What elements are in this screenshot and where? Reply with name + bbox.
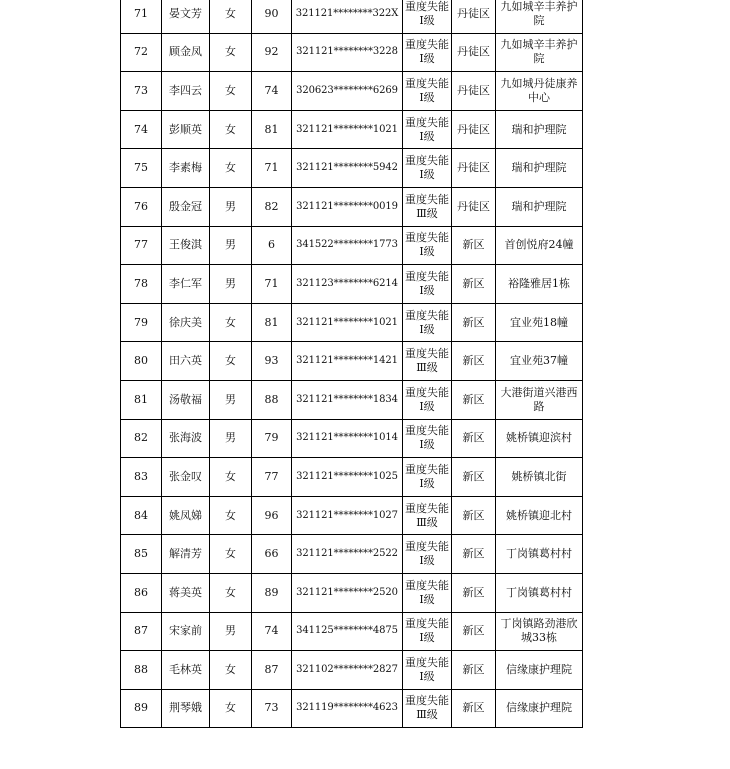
address-cell: 裕隆雅居1栋 — [496, 265, 583, 304]
name-cell: 蒋美英 — [162, 573, 210, 612]
disability-list-table — [120, 0, 583, 728]
id-number-cell: 320623********6269 — [292, 72, 403, 111]
name-cell: 李四云 — [162, 72, 210, 111]
table-row — [121, 651, 583, 690]
row-number-cell: 84 — [121, 496, 162, 535]
address-cell: 大港街道兴港西路 — [496, 380, 583, 419]
address-cell: 瑞和护理院 — [496, 187, 583, 226]
age-cell: 79 — [252, 419, 292, 458]
age-cell: 74 — [252, 612, 292, 651]
name-cell: 张金叹 — [162, 458, 210, 497]
table-row — [121, 265, 583, 304]
disability-level-cell: 重度失能Ⅰ级 — [403, 265, 452, 304]
name-cell: 王俊淇 — [162, 226, 210, 265]
age-cell: 73 — [252, 689, 292, 728]
name-cell: 顾金凤 — [162, 33, 210, 72]
gender-cell: 女 — [210, 535, 252, 574]
id-number-cell: 341125********4875 — [292, 612, 403, 651]
gender-cell: 男 — [210, 612, 252, 651]
row-number-cell: 76 — [121, 187, 162, 226]
table-row — [121, 72, 583, 111]
gender-cell: 女 — [210, 72, 252, 111]
gender-cell: 女 — [210, 149, 252, 188]
age-cell: 77 — [252, 458, 292, 497]
id-number-cell: 321121********2520 — [292, 573, 403, 612]
row-number-cell: 73 — [121, 72, 162, 111]
gender-cell: 女 — [210, 458, 252, 497]
disability-level-cell: 重度失能Ⅰ级 — [403, 380, 452, 419]
gender-cell: 女 — [210, 110, 252, 149]
address-cell: 瑞和护理院 — [496, 149, 583, 188]
age-cell: 71 — [252, 149, 292, 188]
address-cell: 丁岗镇路劲港欣城33栋 — [496, 612, 583, 651]
id-number-cell: 321121********1025 — [292, 458, 403, 497]
name-cell: 解清芳 — [162, 535, 210, 574]
district-cell: 丹徒区 — [452, 187, 496, 226]
district-cell: 新区 — [452, 342, 496, 381]
id-number-cell: 321121********1021 — [292, 110, 403, 149]
name-cell: 李素梅 — [162, 149, 210, 188]
gender-cell: 女 — [210, 689, 252, 728]
row-number-cell: 78 — [121, 265, 162, 304]
table-row — [121, 149, 583, 188]
age-cell: 74 — [252, 72, 292, 111]
district-cell: 新区 — [452, 458, 496, 497]
district-cell: 新区 — [452, 689, 496, 728]
table-row — [121, 458, 583, 497]
district-cell: 丹徒区 — [452, 110, 496, 149]
address-cell: 信缘康护理院 — [496, 689, 583, 728]
row-number-cell: 86 — [121, 573, 162, 612]
name-cell: 汤敬福 — [162, 380, 210, 419]
age-cell: 93 — [252, 342, 292, 381]
district-cell: 丹徒区 — [452, 72, 496, 111]
address-cell: 宜业苑37幢 — [496, 342, 583, 381]
address-cell: 九如城辛丰养护院 — [496, 0, 583, 33]
district-cell: 新区 — [452, 265, 496, 304]
table-row — [121, 612, 583, 651]
gender-cell: 男 — [210, 226, 252, 265]
table-row — [121, 303, 583, 342]
id-number-cell: 321121********5942 — [292, 149, 403, 188]
table-row — [121, 342, 583, 381]
name-cell: 姚凤娣 — [162, 496, 210, 535]
district-cell: 新区 — [452, 651, 496, 690]
id-number-cell: 321121********322X — [292, 0, 403, 33]
disability-level-cell: 重度失能Ⅲ级 — [403, 496, 452, 535]
district-cell: 新区 — [452, 612, 496, 651]
gender-cell: 女 — [210, 0, 252, 33]
table-row — [121, 419, 583, 458]
gender-cell: 女 — [210, 342, 252, 381]
disability-level-cell: 重度失能Ⅰ级 — [403, 303, 452, 342]
table-row — [121, 110, 583, 149]
row-number-cell: 72 — [121, 33, 162, 72]
disability-level-cell: 重度失能Ⅲ级 — [403, 187, 452, 226]
id-number-cell: 321121********1834 — [292, 380, 403, 419]
address-cell: 瑞和护理院 — [496, 110, 583, 149]
id-number-cell: 321121********1014 — [292, 419, 403, 458]
row-number-cell: 80 — [121, 342, 162, 381]
row-number-cell: 77 — [121, 226, 162, 265]
gender-cell: 女 — [210, 651, 252, 690]
disability-level-cell: 重度失能Ⅰ级 — [403, 573, 452, 612]
age-cell: 89 — [252, 573, 292, 612]
id-number-cell: 321121********2522 — [292, 535, 403, 574]
id-number-cell: 321121********0019 — [292, 187, 403, 226]
row-number-cell: 75 — [121, 149, 162, 188]
district-cell: 丹徒区 — [452, 149, 496, 188]
district-cell: 丹徒区 — [452, 0, 496, 33]
table-row — [121, 33, 583, 72]
age-cell: 6 — [252, 226, 292, 265]
age-cell: 66 — [252, 535, 292, 574]
id-number-cell: 321119********4623 — [292, 689, 403, 728]
address-cell: 丁岗镇葛村村 — [496, 535, 583, 574]
table-row — [121, 573, 583, 612]
id-number-cell: 341522********1773 — [292, 226, 403, 265]
name-cell: 毛林英 — [162, 651, 210, 690]
row-number-cell: 89 — [121, 689, 162, 728]
name-cell: 彭顺英 — [162, 110, 210, 149]
address-cell: 姚桥镇迎北村 — [496, 496, 583, 535]
disability-level-cell: 重度失能Ⅲ级 — [403, 342, 452, 381]
disability-level-cell: 重度失能Ⅰ级 — [403, 535, 452, 574]
table-row — [121, 496, 583, 535]
address-cell: 信缘康护理院 — [496, 651, 583, 690]
row-number-cell: 85 — [121, 535, 162, 574]
id-number-cell: 321121********1021 — [292, 303, 403, 342]
age-cell: 81 — [252, 303, 292, 342]
row-number-cell: 79 — [121, 303, 162, 342]
name-cell: 晏文芳 — [162, 0, 210, 33]
table-row — [121, 535, 583, 574]
disability-level-cell: 重度失能Ⅰ级 — [403, 0, 452, 33]
gender-cell: 男 — [210, 380, 252, 419]
id-number-cell: 321123********6214 — [292, 265, 403, 304]
address-cell: 九如城辛丰养护院 — [496, 33, 583, 72]
district-cell: 新区 — [452, 419, 496, 458]
table-body — [121, 0, 583, 728]
age-cell: 87 — [252, 651, 292, 690]
district-cell: 丹徒区 — [452, 33, 496, 72]
gender-cell: 男 — [210, 187, 252, 226]
disability-level-cell: 重度失能Ⅲ级 — [403, 689, 452, 728]
table-row — [121, 187, 583, 226]
row-number-cell: 83 — [121, 458, 162, 497]
name-cell: 张海波 — [162, 419, 210, 458]
disability-level-cell: 重度失能Ⅰ级 — [403, 612, 452, 651]
district-cell: 新区 — [452, 535, 496, 574]
age-cell: 92 — [252, 33, 292, 72]
id-number-cell: 321121********1421 — [292, 342, 403, 381]
table-row — [121, 0, 583, 33]
age-cell: 71 — [252, 265, 292, 304]
id-number-cell: 321121********3228 — [292, 33, 403, 72]
disability-level-cell: 重度失能Ⅰ级 — [403, 419, 452, 458]
district-cell: 新区 — [452, 573, 496, 612]
name-cell: 李仁军 — [162, 265, 210, 304]
name-cell: 荆琴娥 — [162, 689, 210, 728]
disability-level-cell: 重度失能Ⅰ级 — [403, 651, 452, 690]
disability-level-cell: 重度失能Ⅰ级 — [403, 458, 452, 497]
row-number-cell: 88 — [121, 651, 162, 690]
disability-level-cell: 重度失能Ⅰ级 — [403, 33, 452, 72]
district-cell: 新区 — [452, 380, 496, 419]
name-cell: 殷金冠 — [162, 187, 210, 226]
name-cell: 宋家前 — [162, 612, 210, 651]
disability-level-cell: 重度失能Ⅰ级 — [403, 72, 452, 111]
district-cell: 新区 — [452, 496, 496, 535]
age-cell: 96 — [252, 496, 292, 535]
address-cell: 姚桥镇迎滨村 — [496, 419, 583, 458]
address-cell: 丁岗镇葛村村 — [496, 573, 583, 612]
table-row — [121, 380, 583, 419]
name-cell: 田六英 — [162, 342, 210, 381]
address-cell: 首创悦府24幢 — [496, 226, 583, 265]
gender-cell: 男 — [210, 265, 252, 304]
district-cell: 新区 — [452, 303, 496, 342]
gender-cell: 女 — [210, 33, 252, 72]
disability-level-cell: 重度失能Ⅰ级 — [403, 149, 452, 188]
address-cell: 宜业苑18幢 — [496, 303, 583, 342]
row-number-cell: 74 — [121, 110, 162, 149]
table-row — [121, 226, 583, 265]
age-cell: 82 — [252, 187, 292, 226]
row-number-cell: 82 — [121, 419, 162, 458]
name-cell: 徐庆美 — [162, 303, 210, 342]
gender-cell: 女 — [210, 573, 252, 612]
age-cell: 81 — [252, 110, 292, 149]
table-row — [121, 689, 583, 728]
age-cell: 88 — [252, 380, 292, 419]
gender-cell: 男 — [210, 419, 252, 458]
age-cell: 90 — [252, 0, 292, 33]
disability-level-cell: 重度失能Ⅰ级 — [403, 226, 452, 265]
row-number-cell: 81 — [121, 380, 162, 419]
gender-cell: 女 — [210, 496, 252, 535]
id-number-cell: 321121********1027 — [292, 496, 403, 535]
row-number-cell: 71 — [121, 0, 162, 33]
address-cell: 九如城丹徒康养中心 — [496, 72, 583, 111]
district-cell: 新区 — [452, 226, 496, 265]
row-number-cell: 87 — [121, 612, 162, 651]
address-cell: 姚桥镇北街 — [496, 458, 583, 497]
id-number-cell: 321102********2827 — [292, 651, 403, 690]
gender-cell: 女 — [210, 303, 252, 342]
disability-level-cell: 重度失能Ⅰ级 — [403, 110, 452, 149]
